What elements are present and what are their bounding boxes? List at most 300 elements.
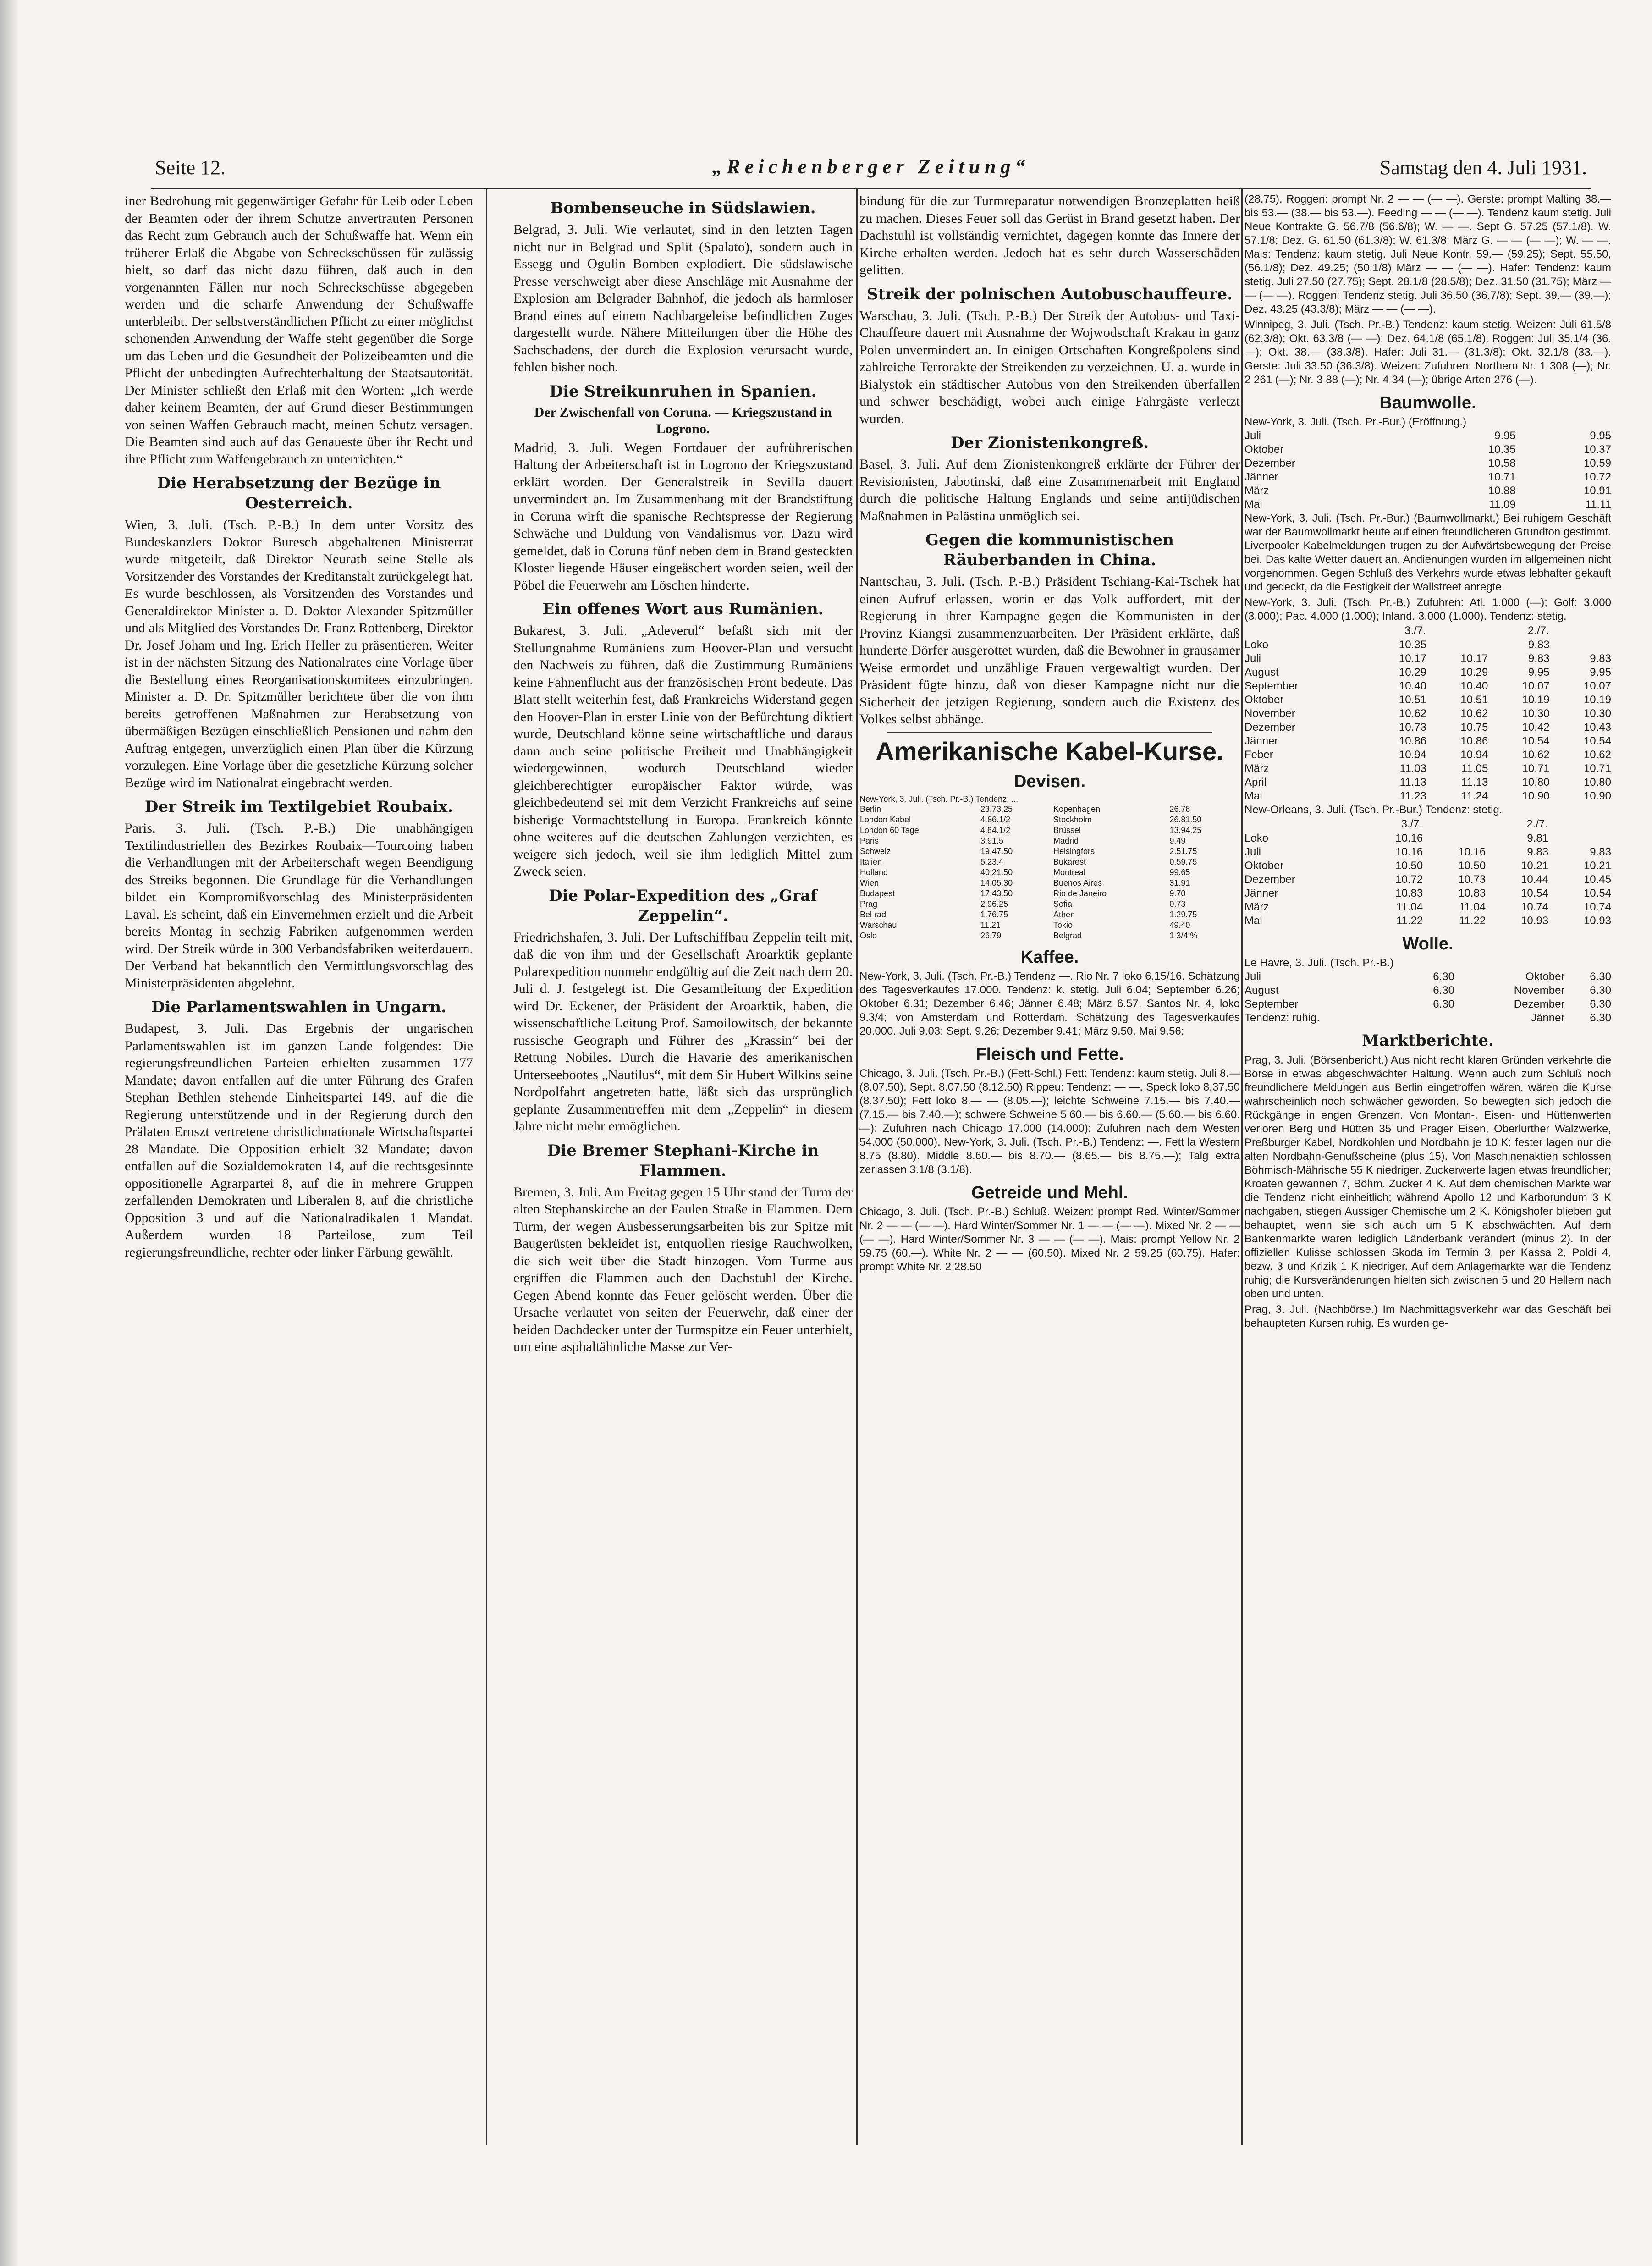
table-cell: Helsingfors xyxy=(1053,846,1095,856)
table-cell: Juli xyxy=(1245,430,1261,442)
table-row xyxy=(1245,707,1611,721)
table-row xyxy=(1245,484,1611,498)
table-row xyxy=(1245,970,1611,984)
table-cell: 10.93 xyxy=(1583,915,1611,927)
section-title-getreide: Getreide und Mehl. xyxy=(971,1183,1129,1202)
table-cell: 10.86 xyxy=(1460,735,1488,747)
table-cell: 10.50 xyxy=(1395,860,1423,872)
table-cell: 10.72 xyxy=(1395,873,1423,886)
table-cell: 10.35 xyxy=(1399,639,1426,651)
table-row xyxy=(859,804,1046,815)
table-cell: Mai xyxy=(1245,915,1262,927)
table-cell: 99.65 xyxy=(1169,867,1190,877)
table-cell: September xyxy=(1245,680,1299,692)
table-cell: 2.96.25 xyxy=(980,899,1008,909)
table-cell: 11.11 xyxy=(1585,498,1611,511)
table-cell: 10.19 xyxy=(1583,694,1611,706)
section-title-kabelkurse: Amerikanische Kabel-Kurse. xyxy=(876,736,1224,766)
table-cell: März xyxy=(1245,762,1269,775)
table-row xyxy=(859,910,1046,920)
section-title-kaffee: Kaffee. xyxy=(1020,947,1079,967)
table-cell: 11.05 xyxy=(1461,762,1488,775)
table-cell: 10.40 xyxy=(1399,680,1426,692)
table-cell: Brüssel xyxy=(1053,825,1081,835)
table-cell: Wien xyxy=(860,878,879,888)
table-cell: 10.51 xyxy=(1399,694,1426,706)
table-cell: 4.86.1/2 xyxy=(980,815,1011,824)
table-cell: 9.95 xyxy=(1528,666,1550,678)
table-cell: 1.76.75 xyxy=(980,910,1008,919)
baumwolle-header: New-York, 3. Juli. (Tsch. Pr.-Bur.) (Eröffnung.) xyxy=(1245,416,1467,428)
section-title-devisen: Devisen. xyxy=(1013,772,1086,791)
table-cell: Oktober xyxy=(1525,970,1565,983)
table-cell: Bukarest xyxy=(1053,857,1086,866)
table-cell: 26.79 xyxy=(980,931,1002,940)
table-row xyxy=(1245,734,1611,748)
table-cell: 4.84.1/2 xyxy=(980,825,1011,835)
table-header-cell: 3./7. xyxy=(1401,818,1423,830)
table-cell: 3.91.5 xyxy=(980,836,1004,845)
table-row xyxy=(1053,867,1240,878)
table-cell: 9.83 xyxy=(1527,846,1549,858)
section-title-baumwolle: Baumwolle. xyxy=(1379,393,1476,413)
table-row xyxy=(1053,888,1240,899)
wolle-header: Le Havre, 3. Juli. (Tsch. Pr.-B.) xyxy=(1245,957,1394,969)
column-rule xyxy=(486,188,487,2145)
devisen-table-left xyxy=(859,804,1046,941)
table-cell: Berlin xyxy=(860,804,881,814)
table-row xyxy=(859,920,1046,931)
table-cell: 10.07 xyxy=(1522,680,1550,692)
table-cell xyxy=(1423,832,1486,845)
table-cell: Schweiz xyxy=(860,846,891,856)
table-row xyxy=(1053,910,1240,920)
table-row xyxy=(859,867,1046,878)
table-row xyxy=(1245,498,1611,512)
section-title-fleisch: Fleisch und Fette. xyxy=(975,1044,1124,1064)
table-cell xyxy=(1548,832,1611,845)
table-cell: Jänner xyxy=(1245,471,1278,483)
table-cell: 0.73 xyxy=(1169,899,1186,909)
table-cell: 6.30 xyxy=(1433,970,1454,983)
table-cell xyxy=(1408,1011,1454,1025)
table-cell: 10.21 xyxy=(1583,860,1611,872)
table-cell: 10.75 xyxy=(1460,721,1488,733)
table-row xyxy=(1245,721,1611,734)
table-cell: Juli xyxy=(1245,970,1261,983)
table-cell: 11.22 xyxy=(1459,915,1486,927)
table-cell: 49.40 xyxy=(1169,920,1190,930)
table-cell: 10.54 xyxy=(1583,887,1611,899)
table-cell xyxy=(1550,638,1611,652)
table-cell: 11.23 xyxy=(1399,790,1426,802)
table-row xyxy=(1245,666,1611,679)
table-cell: 10.91 xyxy=(1583,485,1611,497)
table-cell: 23.73.25 xyxy=(980,804,1013,814)
table-row xyxy=(1245,457,1611,470)
table-cell: 10.86 xyxy=(1399,735,1426,747)
table-cell: Buenos Aires xyxy=(1053,878,1102,888)
table-cell: Juli xyxy=(1245,652,1261,665)
table-row xyxy=(1245,845,1611,859)
table-cell: 10.29 xyxy=(1460,666,1488,678)
markt-report: Prag, 3. Juli. (Börsenbericht.) Aus nicht recht klaren Gründen verkehrte die Börse in etwas abgeschwächter Haltung. Wenn auch zum Schluß noch freundlichere Meldungen aus Berlin eingetroffen wären, wären die Kurse wahrscheinlich noch schwächer geworden. So bewegten sich jedoch die Rückgänge in engen Grenzen. Von Montan-, Eisen- und Hüttenwerten verloren Berg und Hütten 35 und Prager Eisen, Oberlurther Walzwerke, Preßburger Kabel, Nordkohlen und Nordbahn je 10 K; fester lagen nur die alten Nordbahn-Genußscheine (plus 15). Von Maschinenaktien schlossen Böhmisch-Mährische 55 K niedriger. Zuckerwerte lagen etwas freundlicher; Kroaten gewannen 7, Böhm. Zucker 4 K. Auf dem chemischen Markte war die Tendenz nicht einheitlich; während Apollo 12 und Karborundum 3 K nachgaben, stiegen Aussiger Chemische um 2 K. Königshofer blieben gut behauptet, wenn sie sich auch um 5 K abschwächten. Auf dem Bankenmarkte waren lediglich Länderbank verändert (minus 2). In der offiziellen Kulisse schlossen Skoda im Termin 3, per Kassa 2, Poldi 4, bezw. 3 und Krizik 1 K niedriger. Auf dem Anlagemarkte war die Tendenz ruhig; die Kursveränderungen hielten sich zwischen 5 und 20 Hellern nach oben und unten. xyxy=(1245,1054,1611,1300)
table-row xyxy=(1245,470,1611,484)
table-cell: Madrid xyxy=(1053,836,1079,845)
table-cell: 9.95 xyxy=(1494,430,1516,442)
table-cell: 10.73 xyxy=(1399,721,1426,733)
table-cell: 10.51 xyxy=(1460,694,1488,706)
table-cell: 10.62 xyxy=(1522,749,1550,761)
table-cell: 1.29.75 xyxy=(1169,910,1197,919)
fleisch-report: Chicago, 3. Juli. (Tsch. Pr.-B.) (Fett-Schl.) Fett: Tendenz: kaum stetig. Juli 8.— (8.07.50), Sept. 8.07.50 (8.12.50) Rippeu: Tendenz: — —. Speck loko 8.37.50 (8.37.50); Fett loko 8.— — (8.05.—); leichte Schweine 7.15.— bis 7.40.— (7.15.— bis 7.40.—); schwere Schweine 5.60.— bis 6.60.— (5.60.— bis 6.60.—); Zufuhren nach Chicago 17.000 (14.000); Zufuhren nach dem Westen 54.000 (50.000). New-York, 3. Juli. (Tsch. Pr.-B.) Tendenz: —. Fett la Western 8.75 (8.80). Middle 8.60.— bis 8.70.— (8.65.— bis 8.75.—); Talg extra zerlassen 3.1/8 (3.1/8). xyxy=(859,1067,1240,1176)
table-cell: 11.13 xyxy=(1461,776,1488,788)
table-row xyxy=(1245,443,1611,457)
table-cell: 10.90 xyxy=(1583,790,1611,802)
baumwolle-table-neworleans xyxy=(1245,817,1611,928)
article-text: Basel, 3. Juli. Auf dem Zionistenkongreß erklärte der Führer der Revisionisten, Jabotinski, daß eine Zusammenarbeit mit England durch die politische Haltung Englands und seine antijüdischen Maßnahmen in Palästina unmöglich sei. xyxy=(859,457,1240,524)
table-row xyxy=(1245,789,1611,803)
table-cell: 19.47.50 xyxy=(980,846,1013,856)
winnipeg-report: Winnipeg, 3. Juli. (Tsch. Pr.-B.) Tendenz: kaum stetig. Weizen: Juli 61.5/8 (62.3/8); Okt. 63.3/8 (— —); Dez. 64.1/8 (65.1/8). Roggen: Juli 35.1/4 (36.—); Okt. 38.— (38.3/8). Hafer: Juli 31.— (31.3/8); Okt. 32.1/8 (33.—). Gerste: Juli 33.50 (36.3/8). Weizen: Zufuhren: Northern Nr. 1 308 (—); Nr. 2 261 (—); Nr. 3 88 (—); Nr. 4 34 (—); übrige Arten 276 (—). xyxy=(1245,319,1611,386)
issue-date: Samstag den 4. Juli 1931. xyxy=(1379,156,1587,179)
table-cell: März xyxy=(1245,485,1269,497)
markt-report: Prag, 3. Juli. (Nachbörse.) Im Nachmittagsverkehr war das Geschäft bei behaupteten Kursen ruhig. Es wurden ge- xyxy=(1245,1303,1611,1329)
table-row xyxy=(1053,931,1240,941)
table-row xyxy=(859,815,1046,825)
table-cell: 10.16 xyxy=(1395,832,1423,844)
table-row xyxy=(1245,652,1611,666)
devisen-table-right xyxy=(1053,804,1240,941)
table-cell: 10.21 xyxy=(1521,860,1549,872)
getreide-report-cont: (28.75). Roggen: prompt Nr. 2 — — (— —). Gerste: prompt Malting 38.— bis 53.— (38.— bis 53.—). Feeding — — (— —). Tendenz kaum stetig. Juli Neue Kontrakte G. 56.7/8 (56.6/8); W. — —. Sept G. 57.25 (57.1/8). W. 57.1/8; Dez. G. 61.50 (61.3/8); W. 61.3/8; März G. — — (— —); W. — —. Mais: Tendenz: kaum stetig. Juli Neue Kontr. 59.— (59.25); Sept. 55.50, (56.1/8); Dez. 49.25; (50.1/8) März — — (— —). Hafer: Tendenz: kaum stetig. Juli 27.50 (27.75); Sept. 28.1/8 (28.5/8); Dez. 31.50 (31.75); März — — (— —). Roggen: Tendenz stetig. Juli 36.50 (36.7/8); Sept. 39.— (39.—); Dez. 43.25 (43.3/8); März — — (— —). xyxy=(1245,193,1611,315)
table-row xyxy=(1245,748,1611,762)
table-row xyxy=(859,878,1046,888)
table-cell: 10.16 xyxy=(1458,846,1486,858)
table-header-cell xyxy=(1245,623,1365,638)
table-cell: 31.91 xyxy=(1169,878,1190,888)
table-cell: Oktober xyxy=(1245,443,1284,456)
table-cell: 5.23.4 xyxy=(980,857,1004,866)
table-cell: 10.71 xyxy=(1488,471,1516,483)
article-headline: Die Streikunruhen in Spanien. xyxy=(549,382,817,401)
table-cell: Mai xyxy=(1245,498,1262,511)
table-row xyxy=(1245,1011,1611,1025)
table-cell: Jänner xyxy=(1245,887,1278,899)
table-cell: 13.94.25 xyxy=(1169,825,1202,835)
table-cell: 10.42 xyxy=(1522,721,1550,733)
table-cell: 10.19 xyxy=(1522,694,1550,706)
table-row xyxy=(1245,832,1611,845)
table-cell: 10.54 xyxy=(1583,735,1611,747)
article-headline: Die Polar-Expedition des „Graf Zeppelin“. xyxy=(549,886,817,925)
table-cell: Jänner xyxy=(1531,1012,1565,1024)
article-text: Wien, 3. Juli. (Tsch. P.-B.) In dem unter Vorsitz des Bundeskanzlers Doktor Buresch abgehaltenen Ministerrat wurde mitgeteilt, daß Direktor Neurath seine Stelle als Vorsitzender des Vorstandes der Kreditanstalt zurückgelegt hat. Es wurde beschlossen, als Vorsitzenden des Vorstandes und Generaldirektor Minister a. D. Doktor Alexander Spitzmüller und als Mitglied des Vorstandes Dr. Franz Rottenberg, Direktor Dr. Josef Joham und Ing. Erich Heller zu präsentieren. Weiter ist in der nächsten Sitzung des Nationalrates eine Vorlage über die Bestellung eines Reorganisationskomitees einzubringen. Minister a. D. Dr. Spitzmüller berichtete über die von ihm bereits getroffenen Maßnahmen zur Herabsetzung von übermäßigen Bezügen einschließlich Pensionen und nahm den Auftrag entgegen, unverzüglich einen Plan über die Kürzung vorzulegen. Eine Vorlage über die gesetzliche Kürzung solcher Bezüge wird im Nationalrat eingebracht werden. xyxy=(125,517,473,790)
table-row xyxy=(1245,887,1611,900)
table-cell: Jänner xyxy=(1245,735,1278,747)
table-cell: 11.21 xyxy=(980,920,1001,930)
table-cell: 10.62 xyxy=(1460,707,1488,720)
table-cell: 10.80 xyxy=(1522,776,1550,788)
table-cell: 11.03 xyxy=(1399,762,1426,775)
table-row xyxy=(859,825,1046,836)
table-cell: 6.30 xyxy=(1433,998,1454,1010)
table-cell: 1 3/4 % xyxy=(1169,931,1198,940)
table-cell: 10.59 xyxy=(1583,457,1611,469)
table-cell: 6.30 xyxy=(1433,984,1454,997)
baumwolle-ny-header: New-York, 3. Juli. (Tsch. Pr.-B.) Zufuhren: Atl. 1.000 (—); Golf: 3.000 (3.000); Pac. 4.000 (1.000); Inland. 3.000 (1.000). Tendenz: stetig. xyxy=(1245,596,1611,623)
table-cell: London Kabel xyxy=(860,815,911,824)
table-cell: 10.07 xyxy=(1583,680,1611,692)
table-cell: 10.37 xyxy=(1583,443,1611,456)
table-cell: Athen xyxy=(1053,910,1075,919)
table-cell: 9.70 xyxy=(1169,888,1186,898)
table-cell: 10.43 xyxy=(1583,721,1611,733)
table-cell: 9.83 xyxy=(1528,652,1550,665)
table-cell: Stockholm xyxy=(1053,815,1092,824)
table-cell xyxy=(1426,638,1488,652)
column-3 xyxy=(859,193,1240,2156)
table-cell: 10.17 xyxy=(1399,652,1426,665)
table-row xyxy=(859,888,1046,899)
table-cell: 9.83 xyxy=(1528,639,1550,651)
table-cell: 10.17 xyxy=(1460,652,1488,665)
column-1 xyxy=(125,193,473,2156)
page-header xyxy=(151,151,1591,189)
table-cell: 6.30 xyxy=(1590,998,1611,1010)
article-headline: Der Streik im Textilgebiet Roubaix. xyxy=(144,798,453,816)
table-cell: Tokio xyxy=(1053,920,1073,930)
table-cell: 10.83 xyxy=(1458,887,1486,899)
table-cell: Sofia xyxy=(1053,899,1073,909)
table-cell: Italien xyxy=(860,857,882,866)
table-cell: 10.16 xyxy=(1395,846,1423,858)
article-headline: Die Herabsetzung der Bezüge in Oesterreich. xyxy=(157,474,441,513)
table-header-cell: 2./7. xyxy=(1527,624,1549,637)
table-header-row xyxy=(1245,817,1611,832)
table-cell: Mai xyxy=(1245,790,1262,802)
table-cell: 6.30 xyxy=(1590,1012,1611,1024)
table-cell: 11.22 xyxy=(1396,915,1423,927)
section-divider xyxy=(887,732,1212,733)
table-cell: 10.74 xyxy=(1583,901,1611,913)
table-header-cell xyxy=(1423,817,1486,832)
table-header-cell: 2./7. xyxy=(1526,818,1548,830)
table-cell: 10.30 xyxy=(1583,707,1611,720)
column-4 xyxy=(1245,193,1611,2156)
table-row xyxy=(1245,984,1611,998)
table-row xyxy=(859,846,1046,857)
table-row xyxy=(859,931,1046,941)
table-cell: 9.95 xyxy=(1590,666,1611,678)
table-row xyxy=(1053,846,1240,857)
article-text: Madrid, 3. Juli. Wegen Fortdauer der aufrührerischen Haltung der Arbeiterschaft ist in Logrono der Kriegszustand erklärt worden. Der Generalstreik in Sevilla dauert unvermindert an. Im Zusammenhang mit der Brandstiftung in Coruna wirft die spanische Rechtspresse der Regierung Schwäche und Duldung von Vandalismus vor. Dazu wird gemeldet, daß in Coruna fünf neben dem in Brand gesteckten Kloster liegende Häuser eingeäschert worden seien, weil der Pöbel die Feuerwehr am Löschen hinderte. xyxy=(513,440,853,593)
table-cell: Bel rad xyxy=(860,910,887,919)
column-rule xyxy=(856,188,858,2145)
baumwolle-table-eroeffnung xyxy=(1245,429,1611,512)
article-subheadline: Der Zwischenfall von Coruna. — Kriegszustand in Logrono. xyxy=(534,404,832,436)
section-title-marktberichte: Marktberichte. xyxy=(1362,1031,1494,1050)
table-cell: Holland xyxy=(860,867,888,877)
table-cell: Oktober xyxy=(1245,694,1284,706)
article-text: Warschau, 3. Juli. (Tsch. P.-B.) Der Streik der Autobus- und Taxi-Chauffeure dauert mit Ausnahme der Wojwodschaft Krakau in ganz Polen unvermindert an. In einigen Ortschaften Kongreßpolens sind zahlreiche Terrorakte der Streikenden zu verzeichnen. U. a. wurde in Bialystok ein städtischer Autobus von den Streikenden überfallen und schwer beschädigt, wobei auch einige Fahrgäste verletzt wurden. xyxy=(859,308,1240,426)
table-cell: 10.94 xyxy=(1460,749,1488,761)
table-cell: 11.13 xyxy=(1399,776,1426,788)
table-cell: 26.78 xyxy=(1169,804,1190,814)
table-cell: Kopenhagen xyxy=(1053,804,1101,814)
table-header-cell xyxy=(1426,623,1488,638)
table-row xyxy=(859,836,1046,846)
table-cell: 14.05.30 xyxy=(980,878,1013,888)
table-cell: Dezember xyxy=(1245,457,1295,469)
article-headline: Streik der polnischen Autobuschauffeure. xyxy=(867,285,1233,303)
table-row xyxy=(1053,899,1240,910)
section-title-wolle: Wolle. xyxy=(1402,934,1454,954)
devisen-header: New-York, 3. Juli. (Tsch. Pr.-B.) Tendenz: ... xyxy=(859,794,1019,804)
table-cell: 10.62 xyxy=(1583,749,1611,761)
article-text: Paris, 3. Juli. (Tsch. P.-B.) Die unabhängigen Textilindustriellen des Bezirkes Roubaix—Tourcoing haben die Verhandlungen mit der Arbeiterschaft wegen Beendigung des Streiks begonnen. Die Grundlage für die Verhandlungen bildet ein Kompromißvorschlag des Ministerpräsidenten Laval. Es scheint, daß ein Einvernehmen erzielt und die Arbeit bereits Montag in sechzig Fabriken aufgenommen werden wird. Der Streik würde in 300 Verbandsfabriken weiterdauern. Der Verband hat bekanntlich den Vermittlungsvorschlag des Ministerpräsidenten abgelehnt. xyxy=(125,821,473,991)
table-row xyxy=(1245,762,1611,776)
table-row xyxy=(1245,429,1611,443)
table-cell: Oslo xyxy=(860,931,877,940)
table-cell: 10.54 xyxy=(1522,735,1550,747)
table-cell: 10.80 xyxy=(1583,776,1611,788)
table-cell: 11.04 xyxy=(1459,901,1486,913)
table-row xyxy=(1245,998,1611,1011)
article-text: Belgrad, 3. Juli. Wie verlautet, sind in den letzten Tagen nicht nur in Belgrad und Split (Spalato), sondern auch in Essegg und Ogulin Bomben explodiert. Die südslawische Presse verschweigt aber diese Anschläge mit Ausnahme der Explosion am Belgrader Bahnhof, die jedoch als harmloser Brand eines auf einem Nachbargeleise befindlichen Zuges dargestellt wurde. Nähere Mitteilungen über die Höhe des Sachschadens, der durch die Explosion verursacht wurde, fehlen bisher noch. xyxy=(513,222,853,375)
table-cell: Tendenz: ruhig. xyxy=(1245,1012,1320,1024)
article-text: Friedrichshafen, 3. Juli. Der Luftschiffbau Zeppelin teilt mit, daß die von ihm und der Gesellschaft Aroarktik geplante Polarexpedition nunmehr endgültig auf die Zeit nach dem 20. Juli d. J. festgelegt ist. Die Gesamtleitung der Expedition wird Dr. Eckener, der Präsident der Aroarktik, haben, die wissenschaftliche Leitung Prof. Samoilowitsch, der bekannte russische Geograph und Führer des „Krassin“ bei der Rettung Nobiles. Durch die Havarie des amerikanischen Unterseebootes „Nautilus“, mit dem Sir Hubert Wilkins seine Nordpolfahrt angetreten hatte, läßt sich das ursprünglich geplante Zusammentreffen mit dem „Zeppelin“ in diesem Jahre nicht mehr ermöglichen. xyxy=(513,929,853,1134)
article-text: Bremen, 3. Juli. Am Freitag gegen 15 Uhr stand der Turm der alten Stephanskirche an der Faulen Straße in Flammen. Dem Turm, der wegen Ausbesserungsarbeiten bis zur Spitze mit Baugerüsten bekleidet ist, entquollen riesige Rauchwolken, die sich weit über die Stadt hinzogen. Vom Turme aus ergriffen die Flammen auch den Dachstuhl der Kirche. Gegen Abend konnte das Feuer gelöscht werden. Über die Ursache verlautet von seiten der Feuerwehr, daß einer der beiden Dachdecker unter der Turmspitze ein Feuer unterhielt, um eine asphaltähnliche Masse zur Ver- xyxy=(513,1184,853,1354)
table-cell: 6.30 xyxy=(1590,970,1611,983)
table-cell: 10.58 xyxy=(1488,457,1516,469)
table-cell: London 60 Tage xyxy=(860,825,919,835)
page-number: Seite 12. xyxy=(155,156,226,179)
table-header-cell xyxy=(1550,623,1611,638)
table-row xyxy=(1053,857,1240,867)
table-row xyxy=(1053,825,1240,836)
baumwolle-no-header: New-Orleans, 3. Juli. (Tsch. Pr.-Bur.) Tendenz: stetig. xyxy=(1245,804,1503,816)
table-cell: 0.59.75 xyxy=(1169,857,1197,866)
wolle-table xyxy=(1245,970,1611,1025)
table-row xyxy=(1245,693,1611,707)
table-cell: 10.50 xyxy=(1458,860,1486,872)
table-cell: 9.83 xyxy=(1590,652,1611,665)
table-cell: 9.81 xyxy=(1527,832,1549,844)
table-row xyxy=(1245,776,1611,789)
table-cell: April xyxy=(1245,776,1267,788)
table-header-row xyxy=(1245,623,1611,638)
table-cell: August xyxy=(1245,666,1279,678)
table-row xyxy=(1245,914,1611,928)
table-cell: Dezember xyxy=(1245,873,1295,886)
table-cell: September xyxy=(1245,998,1299,1010)
table-cell: Juli xyxy=(1245,846,1261,858)
table-cell: 11.24 xyxy=(1461,790,1488,802)
table-row xyxy=(1245,873,1611,887)
table-cell: 10.83 xyxy=(1395,887,1423,899)
getreide-report: Chicago, 3. Juli. (Tsch. Pr.-B.) Schluß. Weizen: prompt Red. Winter/Sommer Nr. 2 — — (— —). Hard Winter/Sommer Nr. 1 — — (— —). Mixed Nr. 2 — — (— —). Hard Winter/Sommer Nr. 3 — — (— —). Mais: prompt Yellow Nr. 2 59.75 (60.—). White Nr. 2 — — (60.50). Mixed Nr. 2 59.25 (60.75). Hafer: prompt White Nr. 2 28.50 xyxy=(859,1205,1240,1273)
table-cell: 11.09 xyxy=(1489,498,1516,511)
table-cell: Dezember xyxy=(1245,721,1295,733)
table-cell: Dezember xyxy=(1514,998,1565,1010)
table-cell: 40.21.50 xyxy=(980,867,1013,877)
table-cell: 10.74 xyxy=(1521,901,1549,913)
table-cell: 10.44 xyxy=(1521,873,1549,886)
table-row xyxy=(1245,900,1611,914)
table-cell: 10.94 xyxy=(1399,749,1426,761)
table-row xyxy=(1245,859,1611,873)
table-cell: November xyxy=(1514,984,1565,997)
newspaper-title: „Reichenberger Zeitung“ xyxy=(712,155,1030,178)
table-cell: Oktober xyxy=(1245,860,1284,872)
article-text: bindung für die zur Turmreparatur notwendigen Bronzeplatten heiß zu machen. Dieses Feuer soll das Gerüst in Brand gesetzt haben. Der Dachstuhl ist vollständig vernichtet, dagegen konnte das Innere der Kirche erhalten werden. Jedoch hat es sehr durch Wasserschäden gelitten. xyxy=(859,193,1240,277)
table-cell: 11.04 xyxy=(1396,901,1423,913)
article-text: Nantschau, 3. Juli. (Tsch. P.-B.) Präsident Tschiang-Kai-Tschek hat einen Aufruf erlassen, worin er das Volk auffordert, mit der Regierung in ihrer Kampagne gegen die Kommunisten in der Provinz Kiangsi zusammenzuarbeiten. Der Präsident erklärte, daß hunderte Dörfer ausgerottet wurden, daß die Bewohner in grausamer Weise ermordet und unzählige Frauen vergewaltigt wurden. Der Präsident fügte hinzu, daß von dieser Kampagne nicht nur die Sicherheit der jetzigen Regierung, sondern auch die Existenz des Volkes selbst abhänge. xyxy=(859,574,1240,727)
table-cell: Rio de Janeiro xyxy=(1053,888,1107,898)
table-row xyxy=(1053,815,1240,825)
table-header-cell xyxy=(1548,817,1611,832)
table-header-cell: 3./7. xyxy=(1404,624,1426,637)
table-cell: 10.90 xyxy=(1522,790,1550,802)
table-cell: 10.72 xyxy=(1583,471,1611,483)
table-cell: 26.81.50 xyxy=(1169,815,1202,824)
table-cell: Prag xyxy=(860,899,878,909)
article-headline: Die Parlamentswahlen in Ungarn. xyxy=(151,998,446,1016)
table-row xyxy=(1245,679,1611,693)
article-text: Bukarest, 3. Juli. „Adeverul“ befaßt sich mit der Stellungnahme Rumäniens zum Hoover-Plan und versucht den Nachweis zu führen, daß die Zustimmung Rumäniens keine Fahnenflucht aus der französischen Front bedeute. Das Blatt stellt weiterhin fest, daß Frankreichs Widerstand gegen den Hoover-Plan in erster Linie von der Befürchtung diktiert wurde, Deutschland könne seine wirtschaftliche und daraus dann auch seine politische Freiheit und Unabhängigkeit wiedergewinnen, wodurch Deutschland wieder gleichberechtigter europäischer Faktor würde, was gleichbedeutend sei mit dem Verzicht Frankreichs auf seine bisherige Vormachtstellung in Europa. Frankreich könnte ohne weiteres auf die deutschen Zahlungen verzichten, es weigere sich jedoch, weil sie ihm lediglich Mittel zum Zweck seien. xyxy=(513,623,853,879)
table-cell: Belgrad xyxy=(1053,931,1082,940)
article-text: iner Bedrohung mit gegenwärtiger Gefahr für Leib oder Leben der Beamten oder der ihrem Schutze anvertrauten Personen das Recht zum Gebrauch auch der Schußwaffe hat. Wenn ein früherer Erlaß die Abgabe von Schreckschüssen für zulässig hielt, so darf das nicht dazu führen, daß auch in den vorgenannten Fällen nur noch Schreckschüsse abgegeben werden und die scharfe Anwendung der Schußwaffe unterbleibt. Der selbstverständlichen Pflicht zu einer möglichst schonenden Anwendung der Waffe steht gegenüber die Sorge um das Leben und die Gesundheit der Polizeibeamten und die Pflicht der unbedingten Aufrechterhaltung der Staatsautorität. Der Minister schließt den Erlaß mit den Worten: „Ich werde daher keinem Beamten, der auf Grund dieser Bestimmungen von seinen Waffen Gebrauch macht, meinen Schutz versagen. Die Beamten sind auch auf das Genaueste über ihr Recht und ihre Pflicht zum Waffengebrauch zu unterrichten.“ xyxy=(125,193,473,467)
table-cell: 10.73 xyxy=(1458,873,1486,886)
table-cell: August xyxy=(1245,984,1279,997)
baumwolle-report: New-York, 3. Juli. (Tsch. Pr.-Bur.) (Baumwollmarkt.) Bei ruhigem Geschäft war der Baumwollmarkt heute auf einen freundlicheren Grundton gestimmt. Liverpooler Kabelmeldungen trugen zu der Aufwärtsbewegung der Preise bei. Das kalte Wetter dauert an. Andienungen wurden im allgemeinen nicht vorgenommen. Gegen Schluß des Verkehrs wurde etwas lebhafter gekauft und gedeckt, da die Festigkeit der Wallstreet anregte. xyxy=(1245,512,1611,593)
article-headline: Gegen die kommunistischen Räuberbanden in China. xyxy=(925,531,1174,569)
table-cell: 10.40 xyxy=(1460,680,1488,692)
column-2 xyxy=(513,193,853,2156)
table-row xyxy=(1053,804,1240,815)
table-cell: März xyxy=(1245,901,1269,913)
table-cell: Budapest xyxy=(860,888,895,898)
table-cell: 10.71 xyxy=(1522,762,1550,775)
table-cell: 9.83 xyxy=(1590,846,1611,858)
table-row xyxy=(1053,878,1240,888)
page-fold-shadow xyxy=(0,0,18,2266)
table-cell: 10.45 xyxy=(1583,873,1611,886)
table-row xyxy=(859,857,1046,867)
table-cell: 9.95 xyxy=(1590,430,1611,442)
table-cell: Montreal xyxy=(1053,867,1086,877)
table-cell: 10.30 xyxy=(1522,707,1550,720)
table-cell: 6.30 xyxy=(1590,984,1611,997)
table-cell: Warschau xyxy=(860,920,897,930)
article-headline: Der Zionistenkongreß. xyxy=(950,434,1149,452)
table-row xyxy=(859,899,1046,910)
table-cell: November xyxy=(1245,707,1295,720)
table-cell: Loko xyxy=(1245,832,1269,844)
table-header-cell xyxy=(1245,817,1360,832)
table-cell: 10.54 xyxy=(1521,887,1549,899)
devisen-tables xyxy=(859,804,1240,941)
table-cell: Paris xyxy=(860,836,879,845)
table-row xyxy=(1053,920,1240,931)
article-headline: Ein offenes Wort aus Rumänien. xyxy=(542,600,824,618)
table-cell: Feber xyxy=(1245,749,1273,761)
kaffee-report: New-York, 3. Juli. (Tsch. Pr.-B.) Tendenz —. Rio Nr. 7 loko 6.15/16. Schätzung des Tagesverkaufes 17.000. Tendenz: k. stetig. Juli 6.04; September 6.26; Oktober 6.31; Dezember 6.46; Jänner 6.48; März 6.57. Santos Nr. 4, loko 9.3/4; von Amsterdam und Rotterdam. Schätzung des Tagesverkaufes 20.000. Juli 9.03; Sept. 9.26; Dezember 9.41; März 9.50. Mai 9.56; xyxy=(859,970,1240,1037)
table-cell: 10.88 xyxy=(1488,485,1516,497)
table-cell: 10.35 xyxy=(1488,443,1516,456)
column-rule xyxy=(1241,188,1243,2145)
